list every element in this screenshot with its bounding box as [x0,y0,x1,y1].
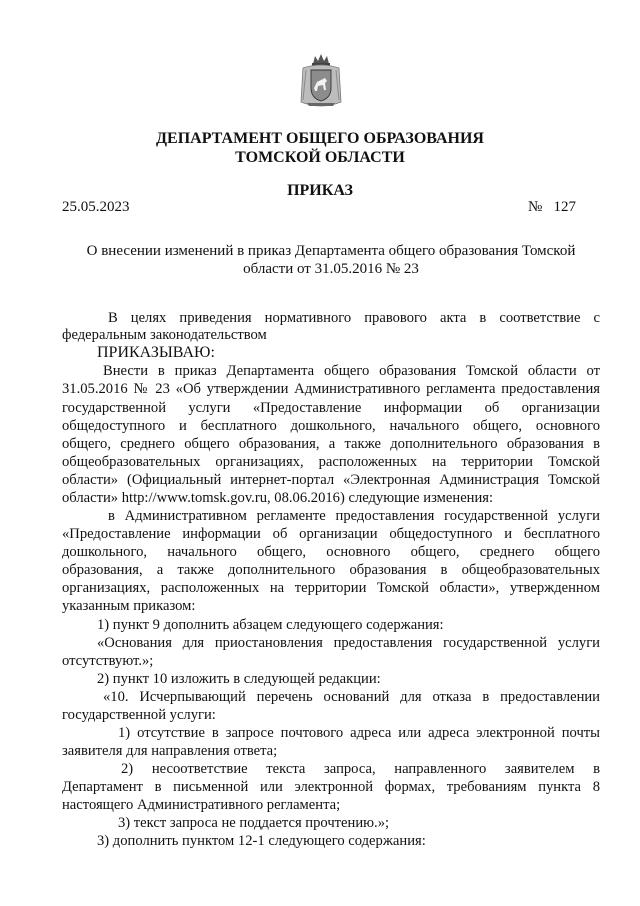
body-line: указанным приказом: [62,598,196,614]
body-line: области» (Официальный интернет-портал «Электронная Администрация Томской [62,472,600,488]
body-line: государственной услуги «Предоставление информации об организации [62,400,600,416]
department-title-line-1: ДЕПАРТАМЕНТ ОБЩЕГО ОБРАЗОВАНИЯ [156,130,484,147]
body-line: заявителя для направления ответа; [62,743,278,759]
body-line: 3) дополнить пунктом 12-1 следующего содержания: [97,833,426,849]
body-line: государственной услуги: [62,707,216,723]
order-number: № 127 [528,199,577,215]
body-line: отсутствуют.»; [62,653,154,669]
body-line: 2) несоответствие текста запроса, направленного заявителем в [121,761,600,777]
body-line: 1) отсутствие в запросе почтового адреса или адреса электронной почты [118,725,600,741]
body-line: образования, а также дополнительного образования в общеобразовательных [62,562,600,578]
body-line: «Предоставление информации об организации общедоступного и бесплатного [62,526,600,542]
body-line: федеральным законодательством [62,327,267,343]
body-line: общего, среднего общего образования, а также дополнительного образования в [62,436,600,452]
body-line: общедоступного и бесплатного дошкольного, начального общего, основного [62,418,600,434]
body-line: дошкольного, начального общего, основного общего, среднего общего [62,544,600,560]
body-line: общеобразовательных организациях, расположенных на территории Томской [62,454,600,470]
coat-of-arms-icon [297,52,345,110]
body-line: 3) текст запроса не поддается прочтению.»; [118,815,390,831]
order-date: 25.05.2023 [62,199,130,215]
body-line: «Основания для приостановления предоставления государственной услуги [97,635,600,651]
body-line: области» http://www.tomsk.gov.ru, 08.06.2016) следующие изменения: [62,490,494,506]
body-line: В целях приведения нормативного правового акта в соответствие с [108,310,600,326]
body-line: настоящего Административного регламента; [62,797,341,813]
document-type-title: ПРИКАЗ [287,182,353,199]
body-line: Внести в приказ Департамента общего образования Томской области от [103,363,600,379]
department-title-line-2: ТОМСКОЙ ОБЛАСТИ [235,149,405,166]
body-line: ПРИКАЗЫВАЮ: [97,344,215,361]
order-subject-line-2: области от 31.05.2016 № 23 [243,261,419,277]
body-line: Департамент в письменной или электронной формах, требованиям пункта 8 [62,779,600,795]
body-line: организациях, расположенных на территории Томской области», утвержденном [62,580,600,596]
order-subject-line-1: О внесении изменений в приказ Департамента общего образования Томской [86,243,576,259]
body-line: «10. Исчерпывающий перечень оснований для отказа в предоставлении [103,689,600,705]
body-line: 2) пункт 10 изложить в следующей редакции: [97,671,381,687]
body-line: в Административном регламенте предоставления государственной услуги [108,508,600,524]
body-line: 31.05.2016 № 23 «Об утверждении Административного регламента предоставления [62,381,600,397]
body-line: 1) пункт 9 дополнить абзацем следующего содержания: [97,617,444,633]
